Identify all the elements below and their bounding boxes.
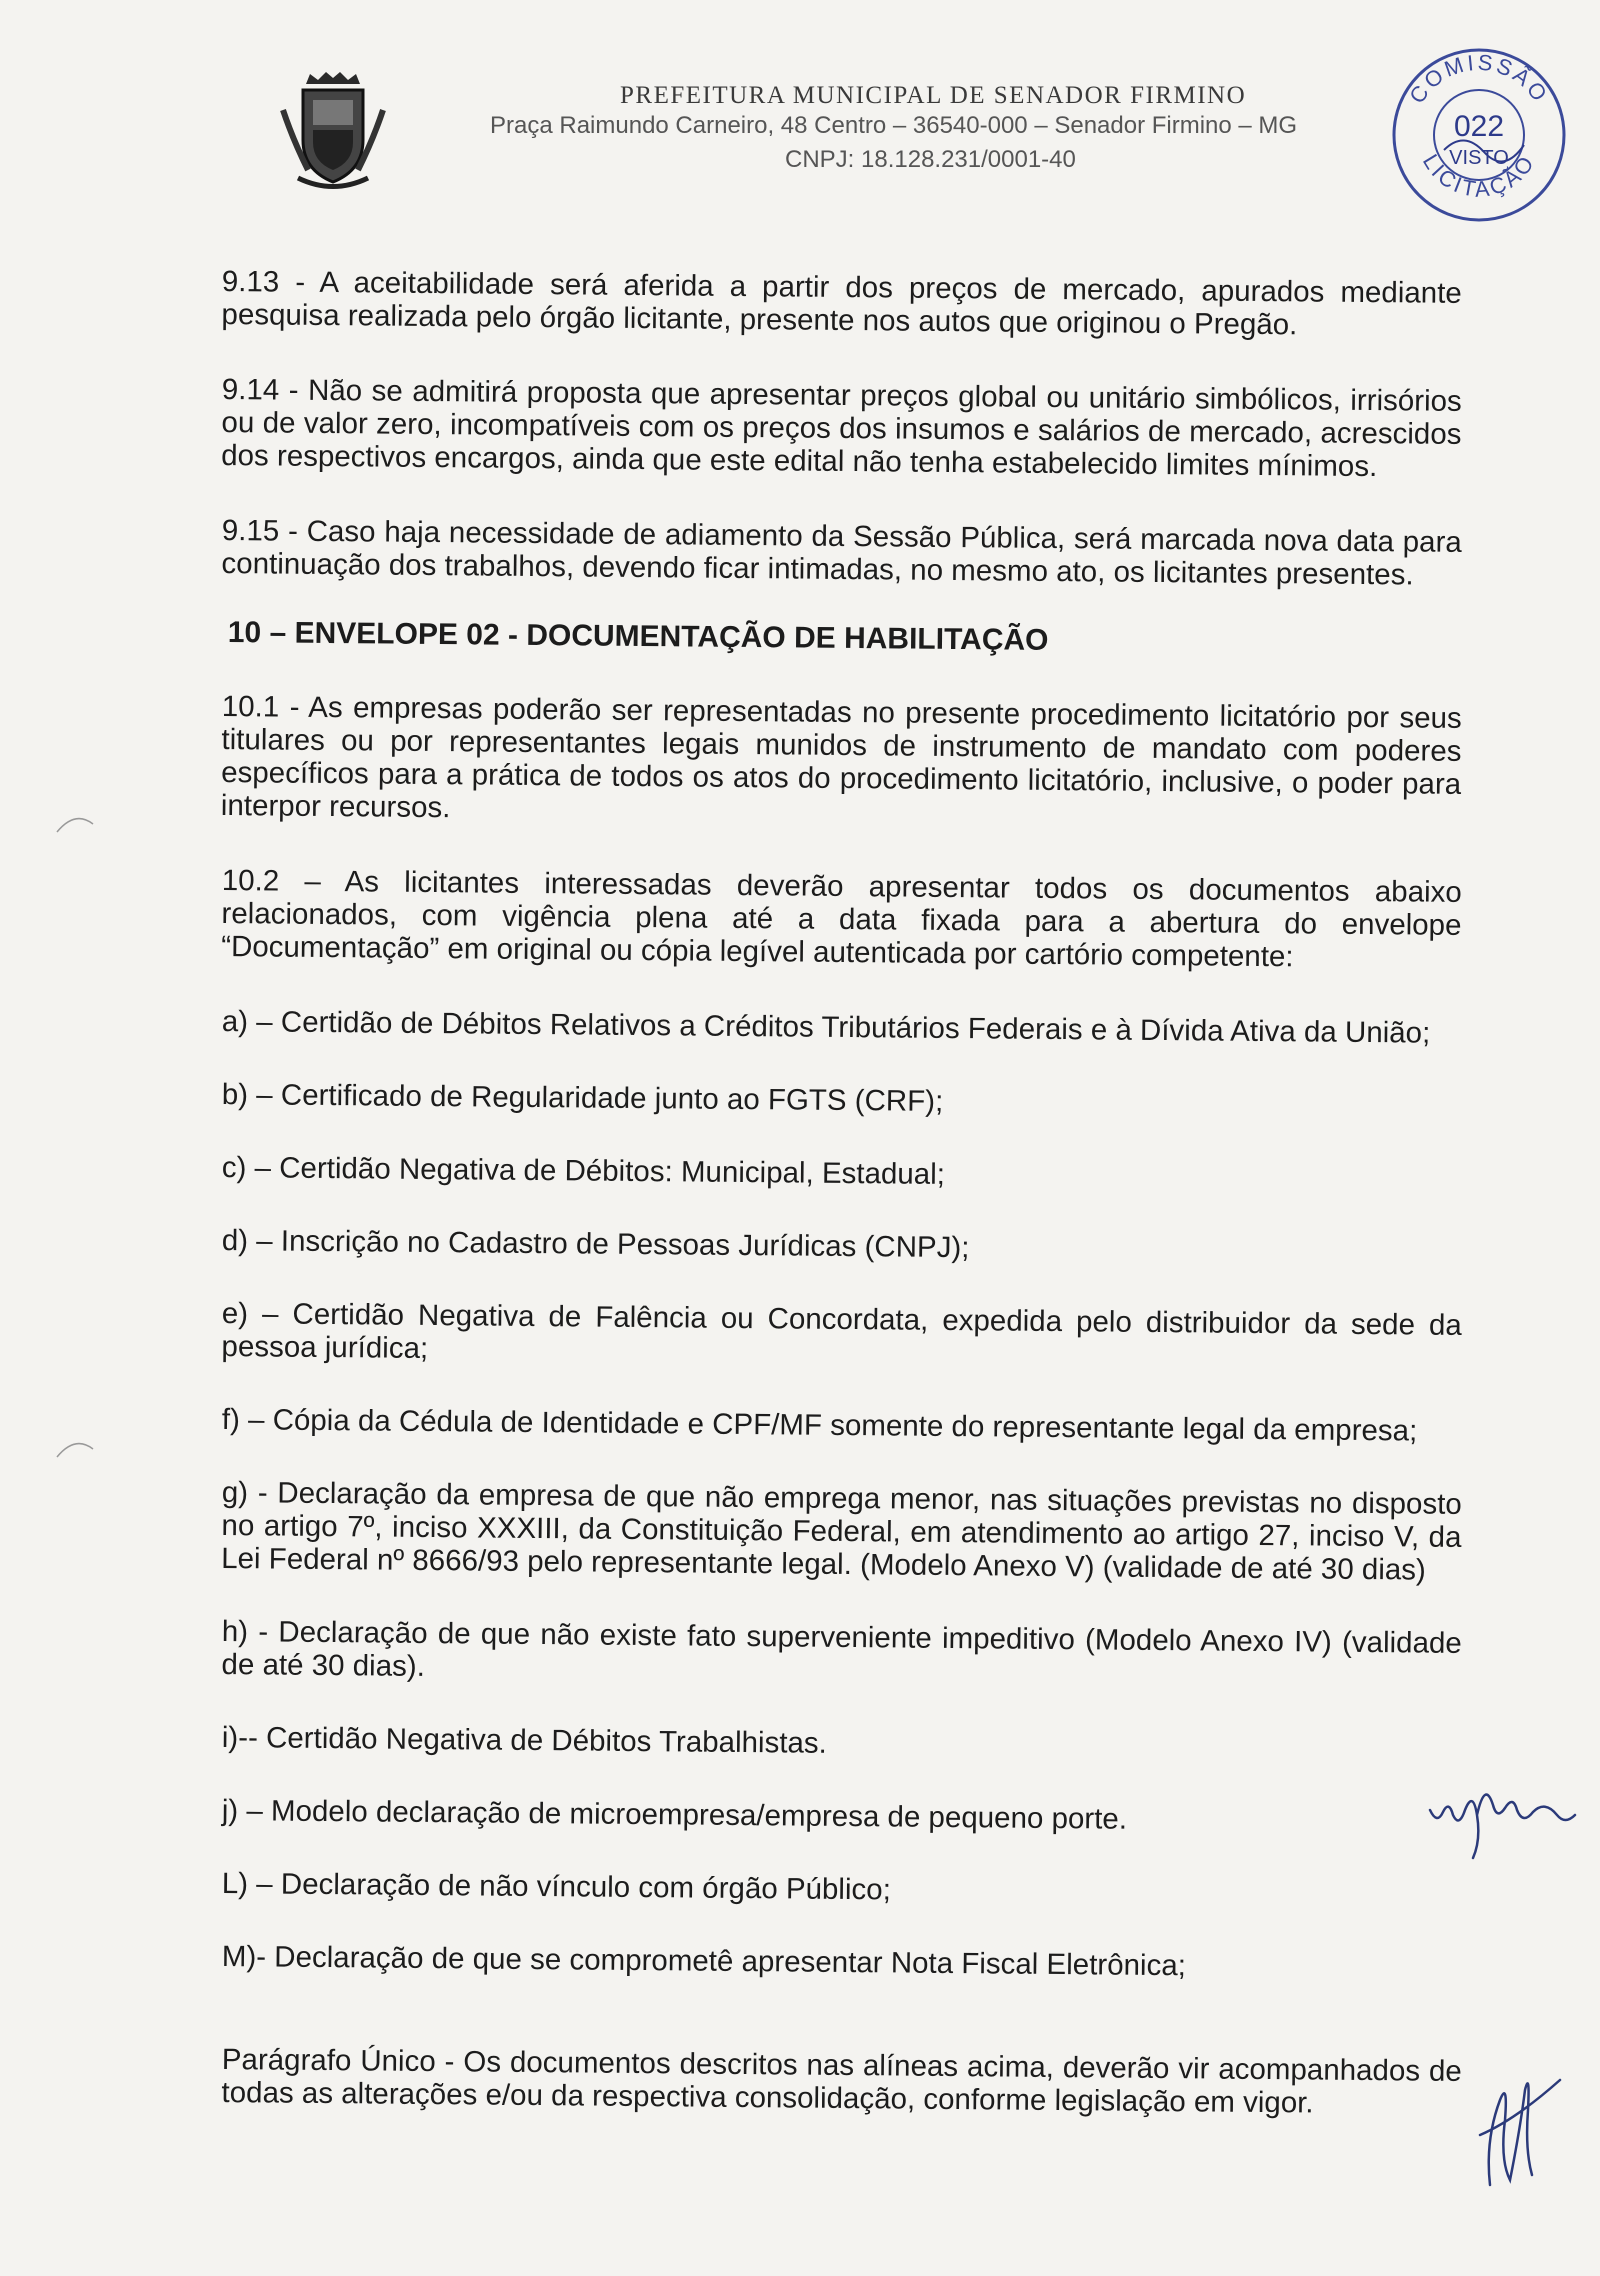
stamp-mark: VISTO: [1449, 147, 1509, 169]
stamp-bottom-text: LICITAÇÃO: [1417, 149, 1541, 202]
hole-punch-mark: [55, 1435, 95, 1460]
list-item: h) - Declaração de que não existe fato superveniente impeditivo (Modelo Anexo IV) (validade de até 30 dias).: [221, 1615, 1462, 1683]
header-address: Praça Raimundo Carneiro, 48 Centro – 36540-000 – Senador Firmino – MG: [490, 112, 1298, 139]
paragraph-10-2: 10.2 – As licitantes interessadas deverão apresentar todos os documentos abaixo relacionados, com vigência plena até a data fixada para a abertura do envelope “Documentação” em original ou cópia legível autenticada por cartório competente:: [221, 864, 1462, 974]
hole-punch-mark: [55, 810, 95, 835]
paragraph-9-13: 9.13 - A aceitabilidade será aferida a partir dos preços de mercado, apurados mediante pesquisa realizada pelo órgão licitante, presente nos autos que originou o Pregão.: [221, 265, 1462, 342]
paragraph-9-15: 9.15 - Caso haja necessidade de adiamento da Sessão Pública, será marcada nova data para continuação dos trabalhos, devendo ficar intimadas, no mesmo ato, os licitantes presentes.: [221, 514, 1462, 592]
paragrafo-unico: Parágrafo Único - Os documentos descritos nas alíneas acima, deverão vir acompanhados de todas as alterações e/ou da respectiva consolidação, conforme legislação em vigor.: [221, 2043, 1462, 2120]
comissao-licitacao-stamp: [1384, 40, 1574, 230]
stamp-number: 022: [1453, 110, 1505, 143]
handwritten-rubric: [1470, 2060, 1565, 2190]
list-item: L) – Declaração de não vínculo com órgão Público;: [221, 1867, 892, 1907]
required-documents-list: [221, 1005, 1462, 1983]
municipal-crest-logo: [278, 70, 388, 190]
paragraph-10-1: 10.1 - As empresas poderão ser representadas no presente procedimento licitatório por seus titulares ou por representantes legais munidos de instrumento de mandato com poderes específicos para a prática de todos os atos do procedimento licitatório, inclusive, o poder para interpor recursos.: [220, 690, 1462, 825]
section-10-heading: 10 – ENVELOPE 02 - DOCUMENTAÇÃO DE HABILITAÇÃO: [227, 616, 1049, 657]
list-item: c) – Certidão Negativa de Débitos: Municipal, Estadual;: [221, 1151, 946, 1191]
header-cnpj: CNPJ: 18.128.231/0001-40: [785, 146, 1076, 173]
handwritten-initials: [1425, 1770, 1580, 1860]
list-item: d) – Inscrição no Cadastro de Pessoas Jurídicas (CNPJ);: [221, 1224, 970, 1265]
list-item: a) – Certidão de Débitos Relativos a Créditos Tributários Federais e à Dívida Ativa da União;: [221, 1005, 1431, 1050]
list-item: M)- Declaração de que se comprometê apresentar Nota Fiscal Eletrônica;: [221, 1940, 1187, 1983]
list-item: e) – Certidão Negativa de Falência ou Concordata, expedida pelo distribuidor da sede da pessoa jurídica;: [221, 1297, 1462, 1365]
list-item: f) – Cópia da Cédula de Identidade e CPF/MF somente do representante legal da empresa;: [221, 1403, 1418, 1448]
svg-text:COMISSÃO: [1404, 50, 1554, 108]
list-item: i)-- Certidão Negativa de Débitos Trabalhistas.: [221, 1721, 828, 1760]
list-item: b) – Certificado de Regularidade junto ao FGTS (CRF);: [221, 1078, 944, 1118]
document-body: [222, 265, 1462, 2151]
stamp-top-text: COMISSÃO: [1404, 49, 1554, 108]
list-item: j) – Modelo declaração de microempresa/empresa de pequeno porte.: [221, 1794, 1128, 1836]
list-item: g) - Declaração da empresa de que não emprega menor, nas situações previstas no disposto no artigo 7º, inciso XXXIII, da Constituição Federal, em atendimento ao artigo 27, inciso V, da Lei Federal nº 8666/93 pelo representante legal. (Modelo Anexo V) (validade de até 30 dias): [221, 1476, 1462, 1587]
header-title: PREFEITURA MUNICIPAL DE SENADOR FIRMINO: [620, 82, 1247, 109]
paragraph-9-14: 9.14 - Não se admitirá proposta que apresentar preços global ou unitário simbólicos, irrisórios ou de valor zero, incompatíveis com os preços dos insumos e salários de mercado, acrescidos dos respectivos encargos, ainda que este edital não tenha estabelecido limites mínimos.: [221, 373, 1462, 484]
